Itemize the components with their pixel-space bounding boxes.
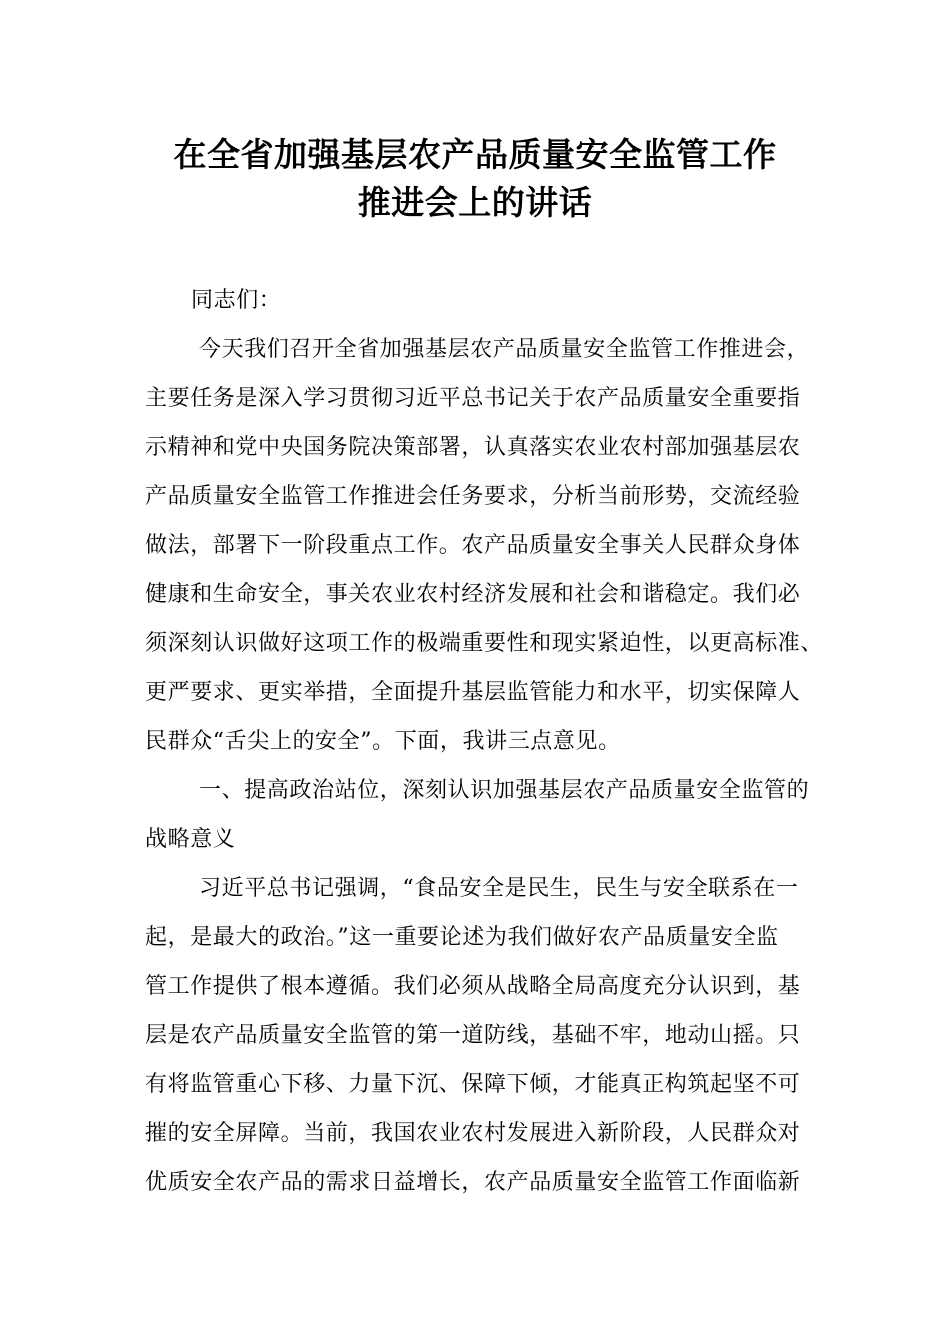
paragraph-line: 更严要求、更实举措，全面提升基层监管能力和水平，切实保障人: [145, 680, 801, 705]
paragraph-line: 有将监管重心下移、力量下沉、保障下倾，才能真正构筑起坚不可: [145, 1072, 801, 1097]
paragraph-line: 须深刻认识做好这项工作的极端重要性和现实紧迫性，以更高标准、: [145, 631, 824, 656]
paragraph-line: 习近平总书记强调，“食品安全是民生，民生与安全联系在一: [199, 876, 799, 901]
section-heading-line: 战略意义: [145, 827, 236, 852]
paragraph-line: 优质安全农产品的需求日益增长，农产品质量安全监管工作面临新: [145, 1170, 801, 1195]
paragraph-line: 主要任务是深入学习贯彻习近平总书记关于农产品质量安全重要指: [145, 386, 801, 411]
paragraph-line: 今天我们召开全省加强基层农产品质量安全监管工作推进会，: [199, 337, 810, 362]
paragraph-line: 摧的安全屏障。当前，我国农业农村发展进入新阶段，人民群众对: [145, 1121, 801, 1146]
salutation: 同志们：: [191, 288, 282, 313]
paragraph-line: 起，是最大的政治。”这一重要论述为我们做好农产品质量安全监: [145, 925, 779, 950]
paragraph-line: 健康和生命安全，事关农业农村经济发展和社会和谐稳定。我们必: [145, 582, 801, 607]
document-title-line-1: 在全省加强基层农产品质量安全监管工作: [173, 135, 777, 174]
paragraph-line: 管工作提供了根本遵循。我们必须从战略全局高度充分认识到，基: [145, 974, 801, 999]
document-title-line-2: 推进会上的讲话: [357, 183, 593, 222]
paragraph-line: 示精神和党中央国务院决策部署，认真落实农业农村部加强基层农: [145, 435, 801, 460]
section-heading-line: 一、提高政治站位，深刻认识加强基层农产品质量安全监管的: [199, 778, 810, 803]
paragraph-line: 民群众“舌尖上的安全”。下面，我讲三点意见。: [145, 729, 621, 754]
paragraph-line: 产品质量安全监管工作推进会任务要求，分析当前形势，交流经验: [145, 484, 801, 509]
paragraph-line: 层是农产品质量安全监管的第一道防线，基础不牢，地动山摇。只: [145, 1023, 801, 1048]
paragraph-line: 做法，部署下一阶段重点工作。农产品质量安全事关人民群众身体: [145, 533, 801, 558]
